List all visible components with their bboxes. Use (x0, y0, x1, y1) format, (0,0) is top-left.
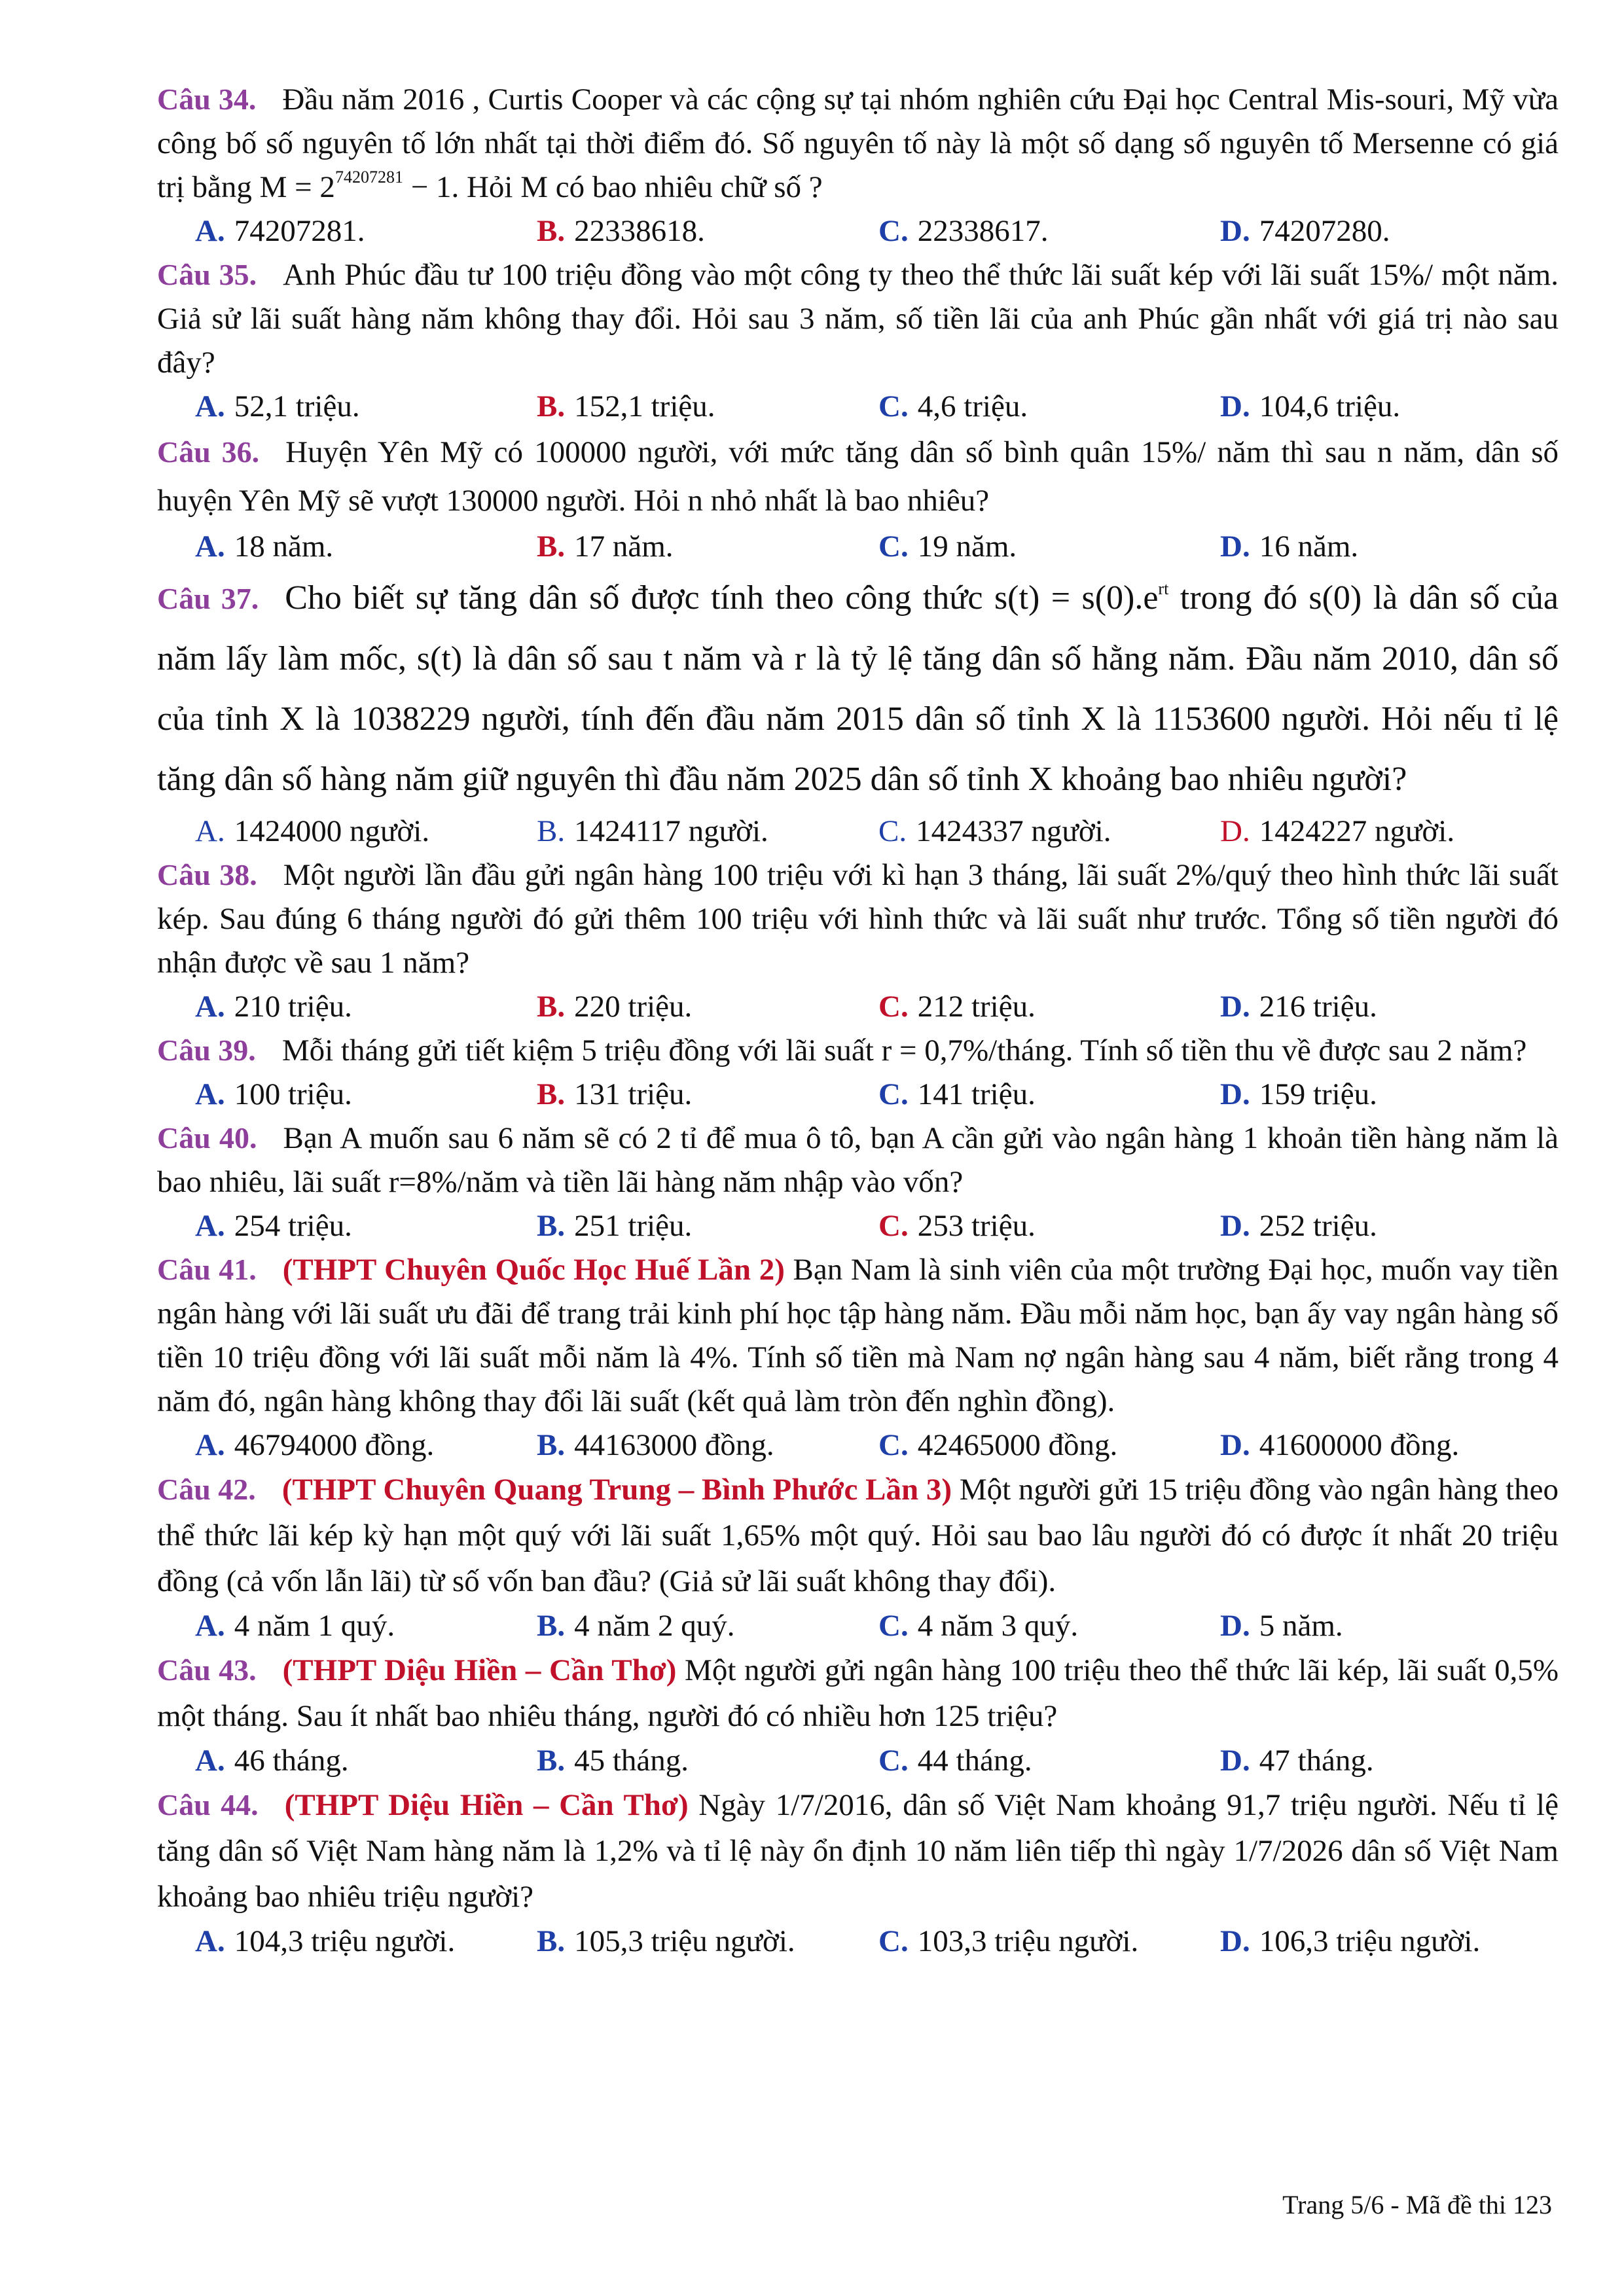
question-text: Một người lần đầu gửi ngân hàng 100 triệu với kì hạn 3 tháng, lãi suất 2%/quý theo hình thức lãi suất kép. Sau đúng 6 tháng người đó gửi thêm 100 triệu với hình thức và lãi suất như trước. Tổng số tiền người đó nhận được về sau 1 năm? (157, 858, 1559, 980)
question-stem (157, 428, 1559, 525)
question-text: Cho biết sự tăng dân số được tính theo công thức s(t) = s(0).e (285, 579, 1159, 617)
option-letter: C. (878, 1209, 909, 1243)
option-b[interactable] (537, 985, 878, 1028)
option-letter: C. (878, 1609, 909, 1643)
option-letter: D. (1220, 214, 1250, 248)
option-c[interactable] (878, 525, 1220, 568)
option-text: 74207280. (1259, 214, 1390, 248)
question-text: Bạn Nam là sinh viên của một trường Đại học, muốn vay tiền ngân hàng với lãi suất ưu đãi để trang trải kinh phí học tập hàng năm. Đầu mỗi năm học, bạn ấy vay ngân hàng số tiền 10 triệu đồng với lãi suất mỗi năm là 4%. Tính số tiền mà Nam nợ ngân hàng sau 4 năm, biết rằng trong 4 năm đó, ngân hàng không thay đổi lãi suất (kết quả làm tròn đến nghìn đồng). (157, 1253, 1559, 1418)
option-text: 44163000 đồng. (574, 1428, 774, 1462)
option-letter: D. (1220, 529, 1250, 564)
question-stem (157, 77, 1559, 209)
question-34 (157, 77, 1559, 253)
question-label: Câu 39. (157, 1033, 256, 1067)
question-source: (THPT Chuyên Quang Trung – Bình Phước Lần 3) (281, 1473, 952, 1507)
question-text-after: trong đó s(0) là dân số của năm lấy làm mốc, s(t) là dân số sau t năm và r là tỷ lệ tăng dân số hằng năm. Đầu năm 2010, dân số của tỉnh X là 1038229 người, tính đến đầu năm 2015 dân số tỉnh X là 1153600 người. Hỏi nếu tỉ lệ tăng dân số hàng năm giữ nguyên thì đầu năm 2025 dân số tỉnh X khoảng bao nhiêu người? (157, 579, 1559, 798)
option-text: 131 triệu. (574, 1077, 693, 1111)
option-text: 152,1 triệu. (574, 389, 715, 423)
option-text: 74207281. (234, 214, 365, 248)
option-text: 253 triệu. (917, 1209, 1036, 1243)
question-source: (THPT Chuyên Quốc Học Huế Lần 2) (282, 1253, 785, 1287)
exponent: 74207281 (334, 168, 403, 187)
question-37 (157, 568, 1559, 853)
question-stem (157, 853, 1559, 985)
option-b[interactable] (537, 1604, 878, 1647)
question-source: (THPT Diệu Hiền – Cần Thơ) (284, 1788, 689, 1822)
option-c[interactable] (878, 209, 1220, 253)
question-43 (157, 1647, 1559, 1782)
option-text: 16 năm. (1259, 529, 1359, 564)
option-text: 104,3 triệu người. (234, 1924, 456, 1958)
option-text: 103,3 triệu người. (917, 1924, 1139, 1958)
option-c[interactable] (878, 1424, 1220, 1467)
option-letter: B. (537, 1924, 566, 1958)
option-d[interactable] (1220, 525, 1358, 568)
option-letter: D. (1220, 814, 1250, 848)
answer-options (157, 1073, 1559, 1116)
option-letter: B. (537, 529, 566, 564)
option-d[interactable] (1220, 1604, 1343, 1647)
option-a[interactable] (195, 1604, 537, 1647)
option-text: 159 triệu. (1259, 1077, 1377, 1111)
option-text: 212 triệu. (917, 990, 1036, 1024)
option-text: 44 tháng. (917, 1744, 1032, 1778)
option-text: 18 năm. (234, 529, 334, 564)
option-b[interactable] (537, 209, 878, 253)
question-text: Mỗi tháng gửi tiết kiệm 5 triệu đồng với lãi suất r = 0,7%/tháng. Tính số tiền thu về được sau 2 năm? (281, 1033, 1527, 1067)
option-text: 4 năm 1 quý. (234, 1609, 395, 1643)
option-text: 46 tháng. (234, 1744, 349, 1778)
option-text: 4,6 triệu. (917, 389, 1028, 423)
option-d[interactable] (1220, 1424, 1459, 1467)
question-35 (157, 253, 1559, 428)
option-a[interactable] (195, 385, 537, 428)
option-a[interactable] (195, 1073, 537, 1116)
question-42 (157, 1467, 1559, 1647)
question-text: Một người gửi ngân hàng 100 triệu theo thể thức lãi kép, lãi suất 0,5% một tháng. Sau ít nhất bao nhiêu tháng, người đó có nhiều hơn 125 triệu? (157, 1653, 1559, 1733)
option-b[interactable] (537, 525, 878, 568)
option-c[interactable] (878, 1204, 1220, 1247)
option-text: 1424117 người. (574, 814, 768, 848)
question-stem (157, 1116, 1559, 1204)
question-text-after: − 1. Hỏi M có bao nhiêu chữ số ? (403, 170, 823, 204)
option-d[interactable] (1220, 1073, 1377, 1116)
question-label: Câu 35. (157, 258, 257, 291)
question-text: Ngày 1/7/2016, dân số Việt Nam khoảng 91,7 triệu người. Nếu tỉ lệ tăng dân số Việt Nam hàng năm là 1,2% và tỉ lệ này ổn định 10 năm liên tiếp thì ngày 1/7/2026 dân số Việt Nam khoảng bao nhiêu triệu người? (157, 1788, 1559, 1914)
option-b[interactable] (537, 385, 878, 428)
option-letter: A. (195, 1744, 225, 1778)
option-text: 104,6 triệu. (1259, 389, 1401, 423)
option-text: 22338617. (917, 214, 1049, 248)
question-label: Câu 44. (157, 1788, 259, 1821)
option-text: 17 năm. (574, 529, 674, 564)
answer-options (157, 985, 1559, 1028)
question-stem (157, 1467, 1559, 1604)
option-letter: D. (1220, 1744, 1250, 1778)
option-d[interactable] (1220, 1920, 1480, 1963)
question-label: Câu 43. (157, 1653, 257, 1687)
option-letter: A. (195, 389, 225, 423)
question-41 (157, 1247, 1559, 1467)
option-letter: A. (195, 529, 225, 564)
option-a[interactable] (195, 810, 537, 853)
option-a[interactable] (195, 1424, 537, 1467)
question-stem (157, 1782, 1559, 1920)
option-b[interactable] (537, 1920, 878, 1963)
option-letter: D. (1220, 389, 1250, 423)
option-text: 22338618. (574, 214, 705, 248)
option-text: 41600000 đồng. (1259, 1428, 1460, 1462)
option-b[interactable] (537, 810, 878, 853)
option-letter: A. (195, 1609, 225, 1643)
option-letter: C. (878, 1077, 909, 1111)
question-40 (157, 1116, 1559, 1247)
option-letter: A. (195, 814, 225, 848)
option-text: 4 năm 3 quý. (917, 1609, 1079, 1643)
option-letter: B. (537, 1609, 566, 1643)
option-letter: D. (1220, 1924, 1250, 1958)
answer-options (157, 209, 1559, 253)
option-letter: A. (195, 214, 225, 248)
option-text: 252 triệu. (1259, 1209, 1377, 1243)
option-letter: D. (1220, 1077, 1250, 1111)
option-text: 100 triệu. (234, 1077, 352, 1111)
question-stem (157, 1647, 1559, 1739)
option-b[interactable] (537, 1739, 878, 1782)
option-a[interactable] (195, 985, 537, 1028)
question-text: Bạn A muốn sau 6 năm sẽ có 2 tỉ để mua ô tô, bạn A cần gửi vào ngân hàng 1 khoản tiền hàng năm là bao nhiêu, lãi suất r=8%/năm và tiền lãi hàng năm nhập vào vốn? (157, 1121, 1559, 1199)
option-text: 210 triệu. (234, 990, 352, 1024)
option-letter: D. (1220, 990, 1250, 1024)
option-letter: B. (537, 214, 566, 248)
exponent: rt (1158, 579, 1169, 598)
option-text: 5 năm. (1259, 1609, 1343, 1643)
option-letter: B. (537, 1744, 566, 1778)
option-c[interactable] (878, 1604, 1220, 1647)
option-text: 19 năm. (917, 529, 1017, 564)
option-letter: B. (537, 389, 566, 423)
option-letter: D. (1220, 1428, 1250, 1462)
question-label: Câu 34. (157, 82, 257, 116)
option-letter: B. (537, 1428, 566, 1462)
option-text: 47 tháng. (1259, 1744, 1374, 1778)
option-letter: C. (878, 214, 909, 248)
option-text: 141 triệu. (917, 1077, 1036, 1111)
question-label: Câu 36. (157, 435, 260, 469)
answer-options (157, 1204, 1559, 1247)
answer-options (157, 525, 1559, 568)
option-letter: C. (878, 1744, 909, 1778)
option-text: 105,3 triệu người. (574, 1924, 795, 1958)
question-38 (157, 853, 1559, 1028)
option-text: 1424000 người. (234, 814, 430, 848)
option-letter: A. (195, 1077, 225, 1111)
question-44 (157, 1782, 1559, 1963)
question-text: Một người gửi 15 triệu đồng vào ngân hàng theo thể thức lãi kép kỳ hạn một quý với lãi suất 1,65% một quý. Hỏi sau bao lâu người đó có được ít nhất 20 triệu đồng (cả vốn lẫn lãi) từ số vốn ban đầu? (Giả sử lãi suất không thay đổi). (157, 1473, 1559, 1598)
question-stem (157, 568, 1559, 810)
option-letter: A. (195, 1428, 225, 1462)
option-letter: B. (537, 814, 566, 848)
option-letter: A. (195, 990, 225, 1024)
option-letter: C. (878, 814, 907, 848)
option-d[interactable] (1220, 985, 1377, 1028)
option-d[interactable] (1220, 1204, 1377, 1247)
page-footer: Trang 5/6 - Mã đề thi 123 (1282, 2190, 1552, 2219)
question-text: Huyện Yên Mỹ có 100000 người, với mức tăng dân số bình quân 15%/ năm thì sau n năm, dân số huyện Yên Mỹ sẽ vượt 130000 người. Hỏi n nhỏ nhất là bao nhiêu? (157, 435, 1559, 518)
option-text: 216 triệu. (1259, 990, 1377, 1024)
option-d[interactable] (1220, 1739, 1374, 1782)
option-b[interactable] (537, 1424, 878, 1467)
answer-options (157, 1739, 1559, 1782)
question-36 (157, 428, 1559, 568)
option-d[interactable] (1220, 209, 1390, 253)
question-text: Đầu năm 2016 , Curtis Cooper và các cộng sự tại nhóm nghiên cứu Đại học Central Mis-souri, Mỹ vừa công bố số nguyên tố lớn nhất tại thời điểm đó. Số nguyên tố này là một số dạng số nguyên tố Mersenne có giá trị bằng M = 2 (157, 82, 1559, 204)
option-letter: C. (878, 1428, 909, 1462)
option-letter: B. (537, 1209, 566, 1243)
question-39 (157, 1028, 1559, 1116)
option-text: 45 tháng. (574, 1744, 689, 1778)
option-c[interactable] (878, 1920, 1220, 1963)
option-text: 4 năm 2 quý. (574, 1609, 735, 1643)
question-label: Câu 38. (157, 858, 257, 891)
option-c[interactable] (878, 1739, 1220, 1782)
question-source: (THPT Diệu Hiền – Cần Thơ) (282, 1653, 677, 1687)
question-stem (157, 1247, 1559, 1424)
answer-options (157, 1424, 1559, 1467)
answer-options (157, 810, 1559, 853)
option-letter: C. (878, 1924, 909, 1958)
option-letter: A. (195, 1209, 225, 1243)
answer-options (157, 385, 1559, 428)
question-stem (157, 1028, 1559, 1073)
answer-options (157, 1604, 1559, 1647)
option-c[interactable] (878, 810, 1220, 853)
option-c[interactable] (878, 385, 1220, 428)
option-c[interactable] (878, 1073, 1220, 1116)
option-b[interactable] (537, 1073, 878, 1116)
option-a[interactable] (195, 209, 537, 253)
option-letter: D. (1220, 1209, 1250, 1243)
option-text: 52,1 triệu. (234, 389, 360, 423)
option-letter: D. (1220, 1609, 1250, 1643)
option-b[interactable] (537, 1204, 878, 1247)
option-d[interactable] (1220, 810, 1454, 853)
option-a[interactable] (195, 1204, 537, 1247)
option-text: 1424337 người. (916, 814, 1111, 848)
question-text: Anh Phúc đầu tư 100 triệu đồng vào một công ty theo thể thức lãi suất kép với lãi suất 15%/ một năm. Giả sử lãi suất hàng năm không thay đổi. Hỏi sau 3 năm, số tiền lãi của anh Phúc gần nhất với giá trị nào sau đây? (157, 258, 1559, 380)
option-letter: C. (878, 990, 909, 1024)
option-letter: B. (537, 990, 566, 1024)
option-letter: A. (195, 1924, 225, 1958)
answer-options (157, 1920, 1559, 1963)
question-stem (157, 253, 1559, 385)
option-text: 251 triệu. (574, 1209, 693, 1243)
option-text: 254 triệu. (234, 1209, 352, 1243)
option-letter: C. (878, 389, 909, 423)
option-text: 46794000 đồng. (234, 1428, 435, 1462)
option-text: 220 triệu. (574, 990, 693, 1024)
question-label: Câu 37. (157, 582, 259, 615)
option-letter: B. (537, 1077, 566, 1111)
option-d[interactable] (1220, 385, 1400, 428)
option-text: 106,3 triệu người. (1259, 1924, 1481, 1958)
option-a[interactable] (195, 1920, 537, 1963)
option-c[interactable] (878, 985, 1220, 1028)
option-letter: C. (878, 529, 909, 564)
question-label: Câu 41. (157, 1253, 257, 1286)
option-text: 42465000 đồng. (917, 1428, 1118, 1462)
option-a[interactable] (195, 525, 537, 568)
question-label: Câu 42. (157, 1473, 256, 1506)
question-label: Câu 40. (157, 1121, 257, 1155)
option-a[interactable] (195, 1739, 537, 1782)
option-text: 1424227 người. (1259, 814, 1455, 848)
